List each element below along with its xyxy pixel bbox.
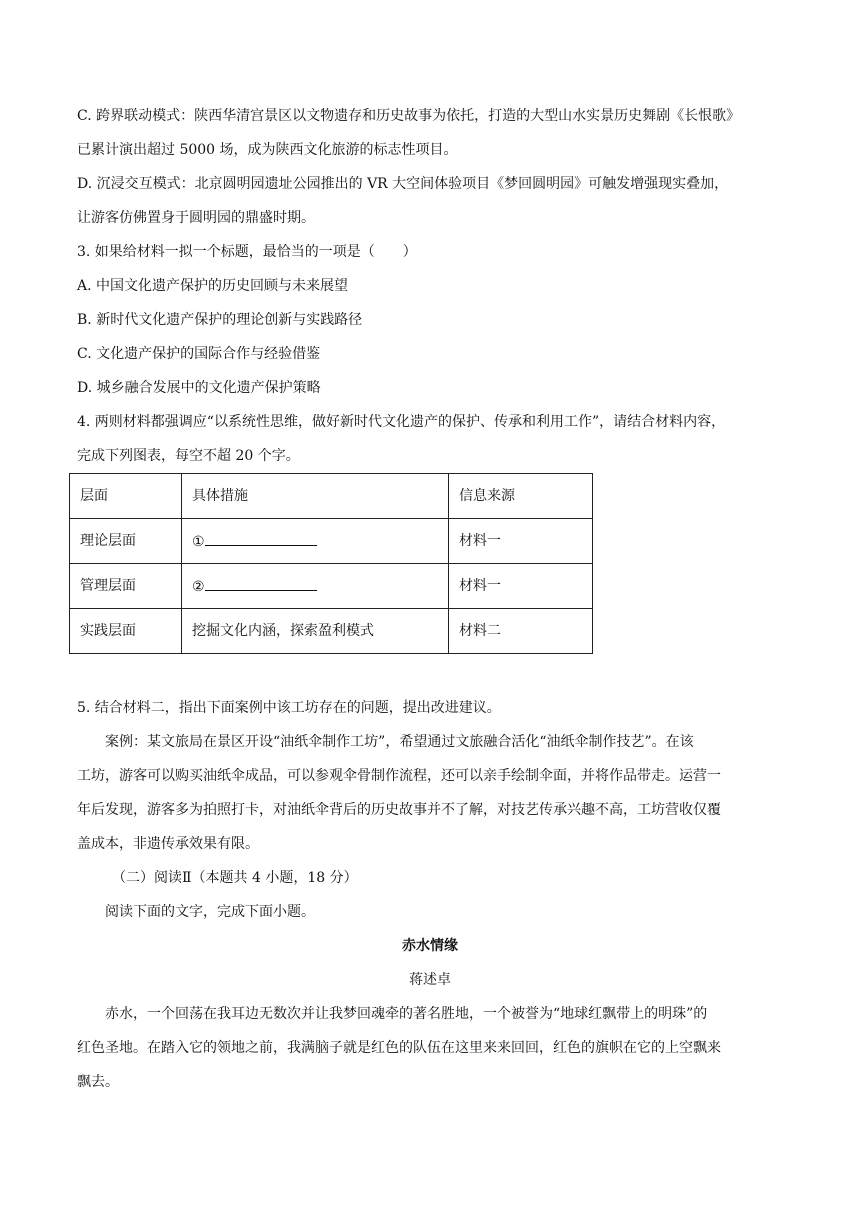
case-line4: 盖成本，非遗传承效果有限。 — [77, 836, 259, 852]
measures-table — [69, 473, 593, 654]
question-3-option-c: C. 文化遗产保护的国际合作与经验借鉴 — [77, 346, 321, 362]
measure-cell: 挖掘文化内涵，探索盈利模式 — [182, 609, 449, 654]
question-3-option-b: B. 新时代文化遗产保护的理论创新与实践路径 — [77, 312, 363, 328]
case-line2: 工坊，游客可以购买油纸伞成品，可以参观伞骨制作流程，还可以亲手绘制伞面，并将作品带走。运营一 — [77, 768, 721, 784]
section-heading: （二）阅读Ⅱ（本题共 4 小题，18 分） — [112, 870, 358, 886]
case-line1: 案例：某文旅局在景区开设“油纸伞制作工坊”，希望通过文旅融合活化“油纸伞制作技艺”。在该 — [105, 734, 694, 750]
paragraph-line2: 红色圣地。在踏入它的领地之前，我满脑子就是红色的队伍在这里来来回回，红色的旗帜在它的上空飘来 — [77, 1040, 721, 1056]
option-c-text-line2: 已累计演出超过 5000 场，成为陕西文化旅游的标志性项目。 — [77, 142, 458, 158]
table-header-cell: 层面 — [70, 474, 182, 519]
question-3: 3. 如果给材料一拟一个标题，最恰当的一项是（ ） — [77, 244, 417, 260]
question-5: 5. 结合材料二，指出下面案例中该工坊存在的问题，提出改进建议。 — [77, 700, 501, 716]
option-d-text-line2: 让游客仿佛置身于圆明园的鼎盛时期。 — [77, 210, 315, 226]
option-d-text-line1: D. 沉浸交互模式：北京圆明园遗址公园推出的 VR 大空间体验项目《梦回圆明园》可触发增强现实叠加， — [77, 176, 729, 192]
level-cell: 管理层面 — [70, 564, 182, 609]
table-header-cell: 信息来源 — [449, 474, 593, 519]
question-4-line2: 完成下列图表，每空不超 20 个字。 — [77, 448, 300, 464]
blank-number: ① — [192, 533, 205, 550]
option-c-text-line1: C. 跨界联动模式：陕西华清宫景区以文物遗存和历史故事为依托，打造的大型山水实景历史舞剧《长恨歌》 — [77, 108, 741, 124]
reading-instruction: 阅读下面的文字，完成下面小题。 — [105, 904, 315, 920]
question-4-line1: 4. 两则材料都强调应“以系统性思维，做好新时代文化遗产的保护、传承和利用工作”，请结合材料内容， — [77, 414, 726, 430]
blank-number: ② — [192, 578, 205, 595]
answer-blank[interactable] — [205, 576, 317, 591]
table-header-cell: 具体措施 — [182, 474, 449, 519]
answer-blank[interactable] — [205, 531, 317, 546]
source-cell: 材料一 — [449, 564, 593, 609]
measure-cell[interactable] — [182, 519, 449, 564]
source-cell: 材料二 — [449, 609, 593, 654]
level-cell: 实践层面 — [70, 609, 182, 654]
table-row — [70, 564, 593, 609]
measure-cell[interactable] — [182, 564, 449, 609]
case-line3: 年后发现，游客多为拍照打卡，对油纸伞背后的历史故事并不了解，对技艺传承兴趣不高，工坊营收仅覆 — [77, 802, 721, 818]
paragraph-line1: 赤水，一个回荡在我耳边无数次并让我梦回魂牵的著名胜地，一个被誉为“地球红飘带上的明珠”的 — [105, 1006, 708, 1022]
question-3-option-d: D. 城乡融合发展中的文化遗产保护策略 — [77, 380, 321, 396]
article-author: 蒋述卓 — [409, 972, 451, 988]
table-row — [70, 519, 593, 564]
level-cell: 理论层面 — [70, 519, 182, 564]
question-3-option-a: A. 中国文化遗产保护的历史回顾与未来展望 — [77, 278, 349, 294]
table-header-row — [70, 474, 593, 519]
article-title: 赤水情缘 — [402, 938, 458, 954]
source-cell: 材料一 — [449, 519, 593, 564]
paragraph-line3: 飘去。 — [77, 1074, 119, 1090]
table-row — [70, 609, 593, 654]
